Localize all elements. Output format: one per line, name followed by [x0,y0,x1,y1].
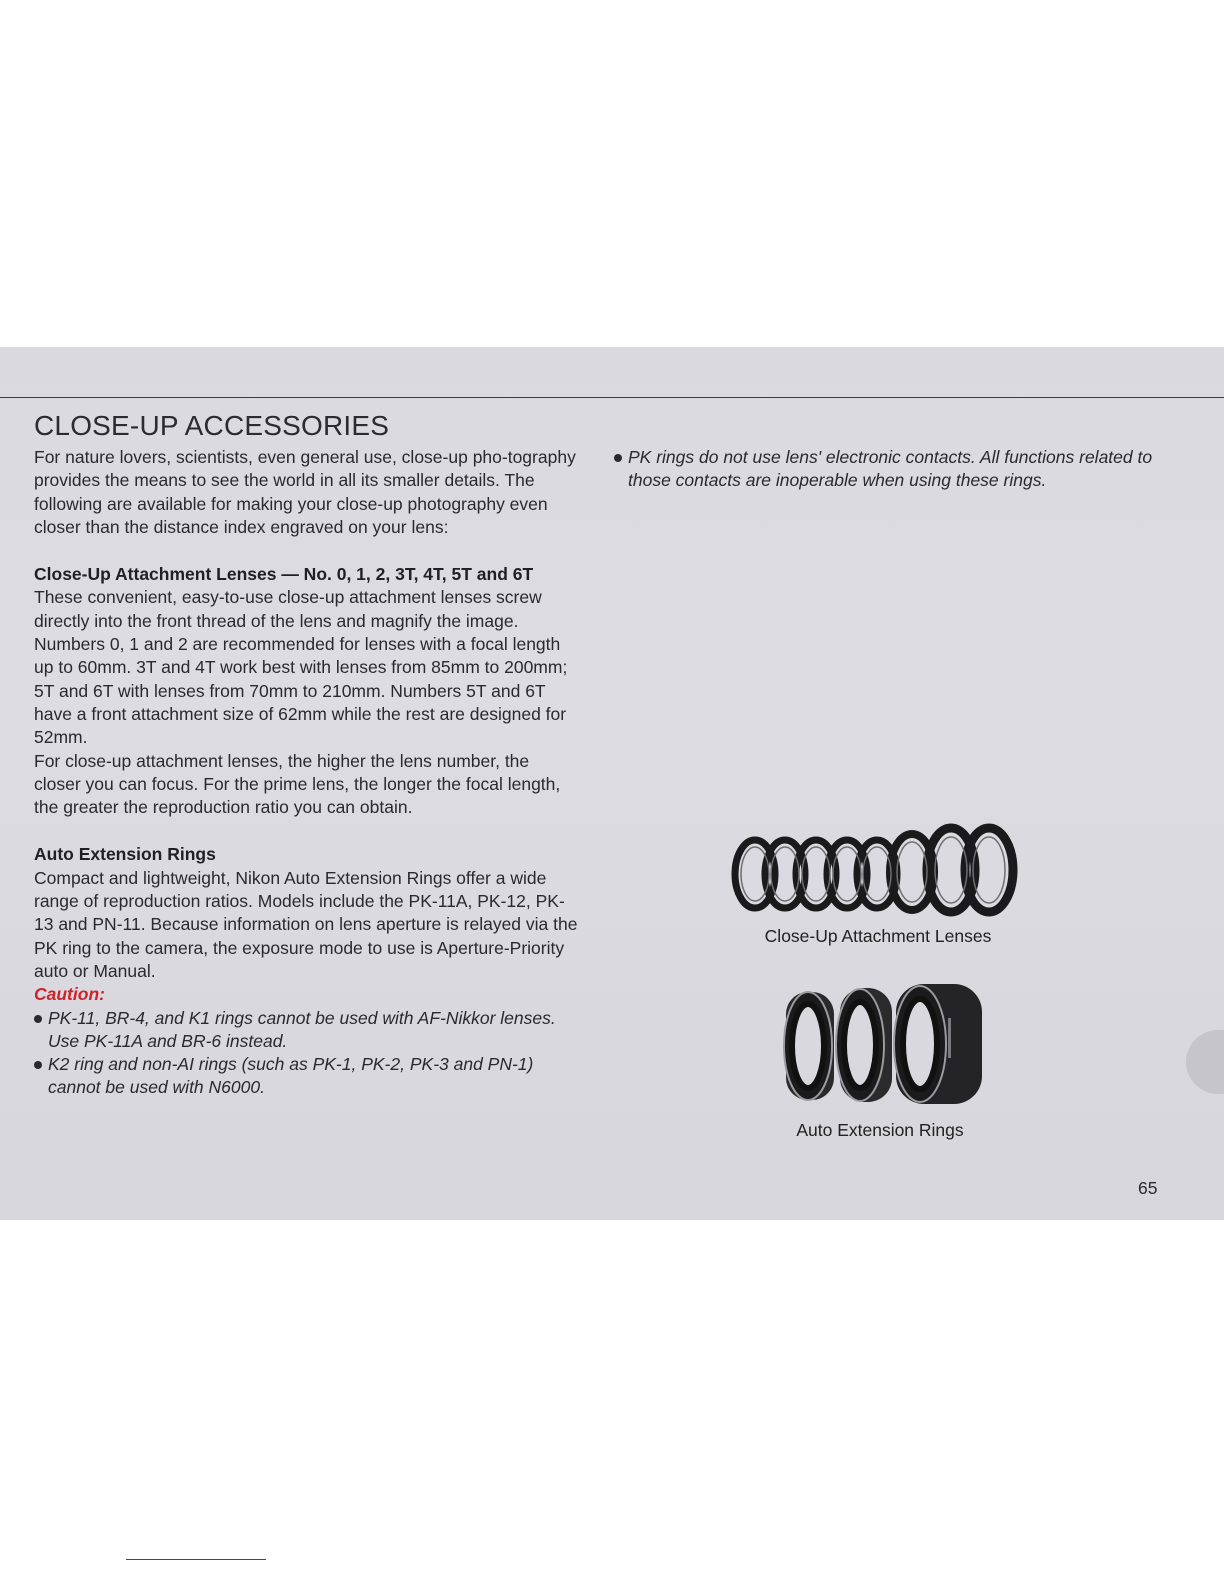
header-rule [0,397,1224,398]
figure-caption-close-up-lenses: Close-Up Attachment Lenses [764,926,992,946]
figure-caption-extension-rings: Auto Extension Rings [796,1120,964,1140]
caution-label: Caution: [34,984,105,1005]
attachment-lenses-para-2: Numbers 0, 1 and 2 are recommended for lenses with a focal length up to 60mm. 3T and 4T work best with lenses from 85mm to 200mm; 5T and 6T with lenses from 70mm to 210mm. Numbers 5T and 6T have a front attachment size of 62mm while the rest are designed for 52mm. [34,634,568,748]
extension-rings-paragraph: Compact and lightweight, Nikon Auto Extension Rings offer a wide range of reproduction ratios. Models include the PK-11A, PK-12, PK-13 and PN-11. Because information on lens aperture is relayed via the PK ring to the camera, the exposure mode to use is Aperture-Priority auto or Manual. [34,867,578,981]
extension-rings-photo [770,978,990,1114]
pk-rings-note: PK rings do not use lens' electronic contacts. All functions related to those contacts are inoperable when using these rings. [614,446,1154,493]
section-heading-attachment-lenses: Close-Up Attachment Lenses — No. 0, 1, 2, 3T, 4T, 5T and 6T [34,564,534,585]
page-number: 65 [1138,1178,1158,1198]
attachment-lenses-para-1: These convenient, easy-to-use close-up attachment lenses screw directly into the front thread of the lens and magnify the image. [34,587,542,631]
page-title: CLOSE-UP ACCESSORIES [34,410,390,441]
caution-note-2: K2 ring and non-AI rings (such as PK-1, PK-2, PK-3 and PN-1) cannot be used with N6000. [34,1053,579,1100]
right-column [614,446,1154,493]
right-note-list [614,446,1154,493]
caution-note-1: PK-11, BR-4, and K1 rings cannot be used with AF-Nikkor lenses. Use PK-11A and BR-6 instead. [34,1007,579,1054]
intro-paragraph: For nature lovers, scientists, even general use, close-up pho-tography provides the means to see the world in all its smaller details. The following are available for making your close-up photography even closer than the distance index engraved on your lens: [34,447,576,537]
attachment-lenses-para-3: For close-up attachment lenses, the higher the lens number, the closer you can focus. For the prime lens, the longer the focal length, the greater the reproduction ratio you can obtain. [34,750,561,818]
left-column [34,446,579,1100]
caution-list [34,1007,579,1100]
close-up-lenses-photo [725,822,1025,922]
bottom-divider-line [126,1559,266,1560]
section-heading-extension-rings: Auto Extension Rings [34,844,216,865]
